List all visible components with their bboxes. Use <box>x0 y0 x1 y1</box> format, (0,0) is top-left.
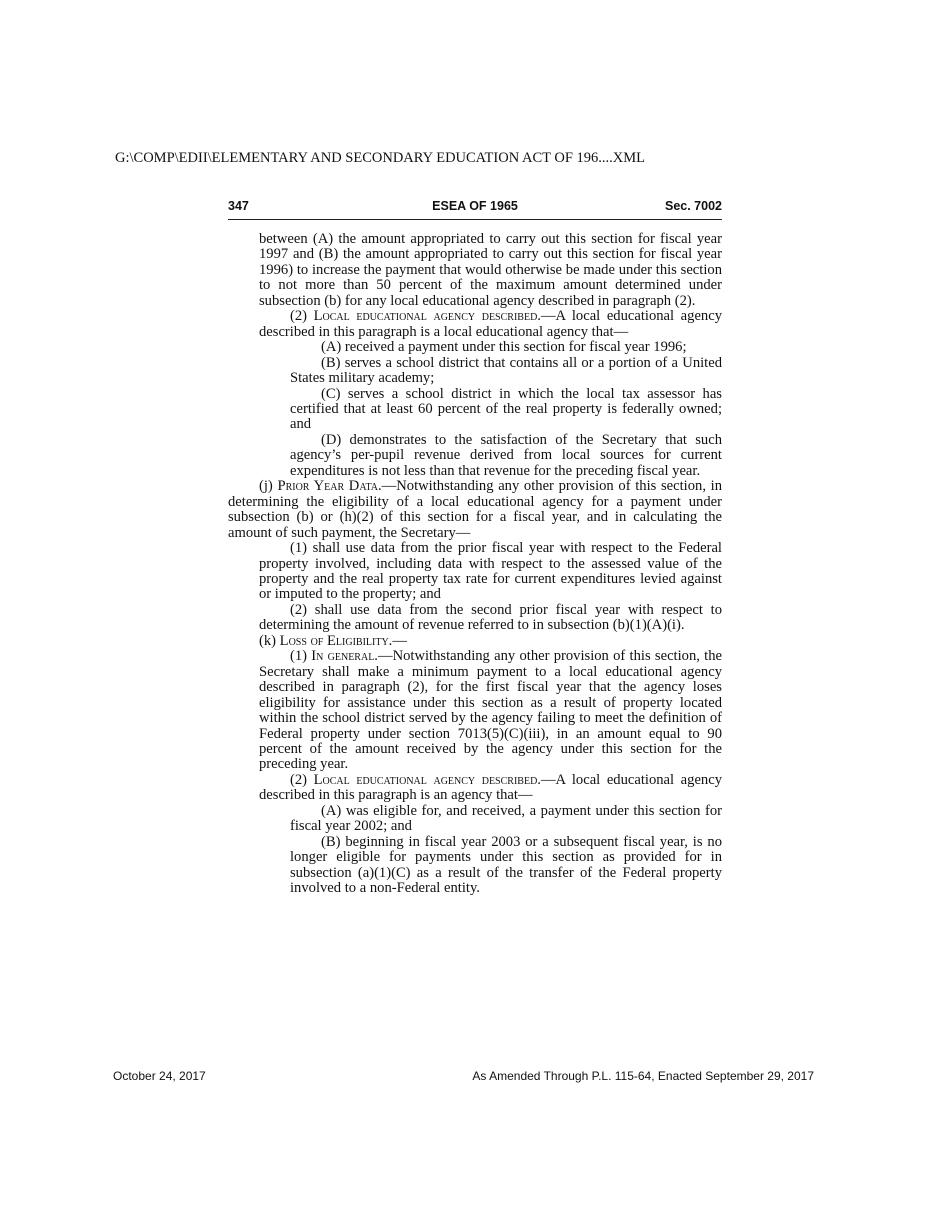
running-title: ESEA OF 1965 <box>432 199 518 213</box>
subparagraph-A: (A) received a payment under this section for fiscal year 1996; <box>321 339 687 356</box>
file-path: G:\COMP\EDII\ELEMENTARY AND SECONDARY EDUCATION ACT OF 196....XML <box>115 150 645 166</box>
paragraph-text: —A local educational agency described in this paragraph is a local educational agency that— <box>259 308 722 340</box>
page-number: 347 <box>228 199 249 213</box>
subsection-j <box>228 479 722 541</box>
subsection-k-paragraph-2 <box>228 773 722 804</box>
subsection-heading: Loss of Eligibility. <box>279 632 393 649</box>
footer-date: October 24, 2017 <box>113 1069 206 1083</box>
subsection-k-subparagraph-A: (A) was eligible for, and received, a payment under this section for fiscal year 2002; and <box>290 802 722 835</box>
paragraph-number: (1) <box>290 648 312 665</box>
subsection-k-paragraph-1 <box>228 649 722 773</box>
section-number: Sec. 7002 <box>665 199 722 213</box>
subsection-number: (j) <box>259 478 278 495</box>
paragraph-continuation: between (A) the amount appropriated to carry out this section for fiscal year 1997 and (B) the amount appropriated to carry out this section for fiscal year 1996) to increase the payment that would otherwise be made under this section to not more than 50 percent of the maximum amount determined under subsection (b) for any local educational agency described in paragraph (2). <box>259 231 722 309</box>
paragraph-heading: In general. <box>311 648 378 665</box>
running-header <box>228 199 722 220</box>
statute-body <box>228 232 722 896</box>
subsection-k-subparagraph-B: (B) beginning in fiscal year 2003 or a subsequent fiscal year, is no longer eligible for payments under this section as provided for in subsection (a)(1)(C) as a result of the transfer of the Federal property involved to a non-Federal entity. <box>290 833 722 897</box>
paragraph-2-local-agency <box>228 309 722 340</box>
subparagraph-D: (D) demonstrates to the satisfaction of the Secretary that such agency’s per-pupil revenue derived from local sources for current expenditures is not less than that revenue for the preceding fiscal year. <box>290 431 722 479</box>
subparagraph-C: (C) serves a school district in which the local tax assessor has certified that at least 60 percent of the real property is federally owned; and <box>290 385 722 433</box>
paragraph-number: (2) <box>290 308 314 325</box>
footer-amended: As Amended Through P.L. 115-64, Enacted September 29, 2017 <box>472 1069 814 1083</box>
subsection-heading: Prior Year Data. <box>277 478 382 495</box>
subsection-text: —Notwithstanding any other provision of this section, in determining the eligibility of a local educational agency for a payment under subsection (b) or (h)(2) of this section for a fiscal year, and in calculating the amount of such payment, the Secretary— <box>228 478 722 541</box>
paragraph-text: —Notwithstanding any other provision of this section, the Secretary shall make a minimum payment to a local educational agency described in paragraph (2), for the first fiscal year that the agency loses eligibility for assistance under this section as a result of property located within the school district served by the agency failing to meet the definition of Federal property under section 7013(5)(C)(iii), in an amount equal to 90 percent of the amount received by the agency under this section for the preceding year. <box>259 648 722 773</box>
paragraph-heading: Local educational agency described. <box>313 308 541 325</box>
paragraph-number: (2) <box>290 771 314 788</box>
subsection-j-paragraph-2: (2) shall use data from the second prior fiscal year with respect to determining the amount of revenue referred to in subsection (b)(1)(A)(i). <box>259 601 722 634</box>
subsection-number: (k) <box>259 632 280 649</box>
subsection-dash: — <box>392 632 407 649</box>
subparagraph-B: (B) serves a school district that contains all or a portion of a United States military academy; <box>290 354 722 387</box>
paragraph-heading: Local educational agency described. <box>313 771 541 788</box>
subsection-j-paragraph-1: (1) shall use data from the prior fiscal year with respect to the Federal property involved, including data with respect to the assessed value of the property and the real property tax rate for current expenditures levied against or imputed to the property; and <box>259 540 722 603</box>
subsection-k <box>228 634 722 649</box>
paragraph-text: —A local educational agency described in this paragraph is an agency that— <box>259 771 722 804</box>
